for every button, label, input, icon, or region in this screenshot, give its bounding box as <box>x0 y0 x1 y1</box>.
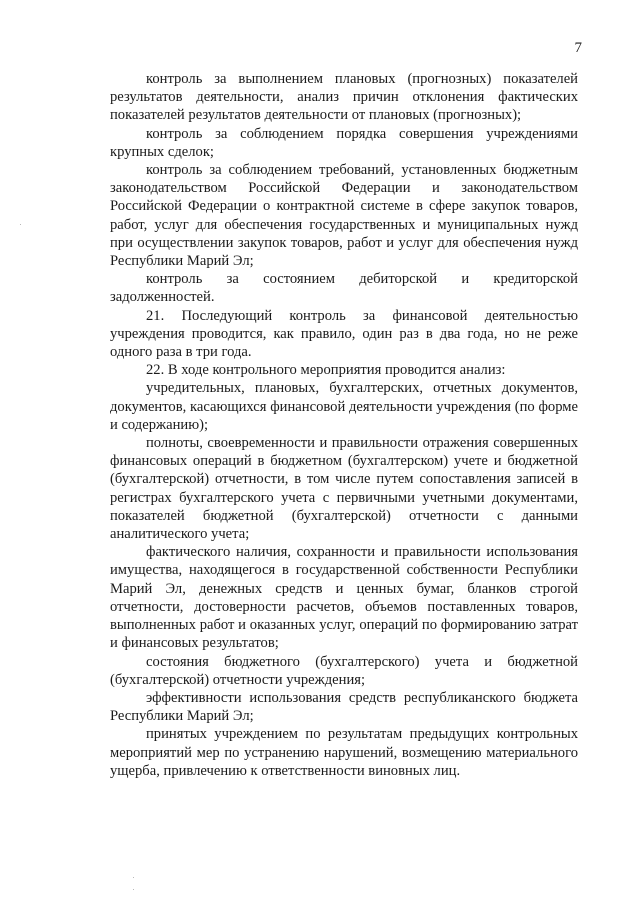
paragraph-control-budget-legislation: контроль за соблюдением требований, установленных бюджетным законодательством Российской Федерации и законодательством Российской Федерации о контрактной системе в сфере закупок товаров, работ, услуг для обеспечения государственных и муниципальных нужд при осуществлении закупок товаров, работ и услуг для обеспечения нужд Республики Марий Эл; <box>110 162 578 270</box>
paragraph-analysis-efficiency: эффективности использования средств республиканского бюджета Республики Марий Эл; <box>110 689 578 725</box>
paragraph-analysis-previous-measures: принятых учреждением по результатам предыдущих контрольных мероприятий мер по устранению нарушений, возмещению материального ущерба, привлечению к ответственности виновных лиц. <box>110 726 578 779</box>
paragraph-control-large-deals: контроль за соблюдением порядка совершения учреждениями крупных сделок; <box>110 125 578 160</box>
paragraph-control-receivables: контроль за состоянием дебиторской и кредиторской задолженностей. <box>110 271 578 306</box>
document-body <box>110 70 578 780</box>
paragraph-analysis-documents: учредительных, плановых, бухгалтерских, отчетных документов, документов, касающихся финансовой деятельности учреждения (по форме и содержанию); <box>110 380 578 433</box>
paragraph-analysis-property: фактического наличия, сохранности и правильности использования имущества, находящегося в государственной собственности Республики Марий Эл, денежных средств и ценных бумаг, бланков строгой отчетности, достоверности расчетов, объемов поставленных товаров, выполненных работ и оказанных услуг, операций по формированию затрат и финансовых результатов; <box>110 544 578 652</box>
page-number: 7 <box>574 40 582 56</box>
paragraph-item-21: 21. Последующий контроль за финансовой деятельностью учреждения проводится, как правило, один раз в два года, но не реже одного раза в три года. <box>110 307 578 361</box>
paragraph-analysis-accounting-state: состояния бюджетного (бухгалтерского) учета и бюджетной (бухгалтерской) отчетности учреждения; <box>110 653 578 688</box>
paragraph-analysis-completeness: полноты, своевременности и правильности отражения совершенных финансовых операций в бюджетном (бухгалтерском) учете и бюджетной (бухгалтерской) отчетности, в том числе путем сопоставления записей в регистрах бухгалтерского учета с первичными учетными документами, показателей бюджетной (бухгалтерской) отчетности с данными аналитического учета; <box>110 435 578 543</box>
paragraph-item-22: 22. В ходе контрольного мероприятия проводится анализ: <box>146 362 506 379</box>
paragraph-control-plan-indicators: контроль за выполнением плановых (прогнозных) показателей результатов деятельности, анализ причин отклонения фактических показателей результатов деятельности от плановых (прогнозных); <box>110 71 578 124</box>
scan-speck <box>20 224 21 225</box>
scan-speck <box>133 877 134 878</box>
scan-speck <box>133 889 134 890</box>
